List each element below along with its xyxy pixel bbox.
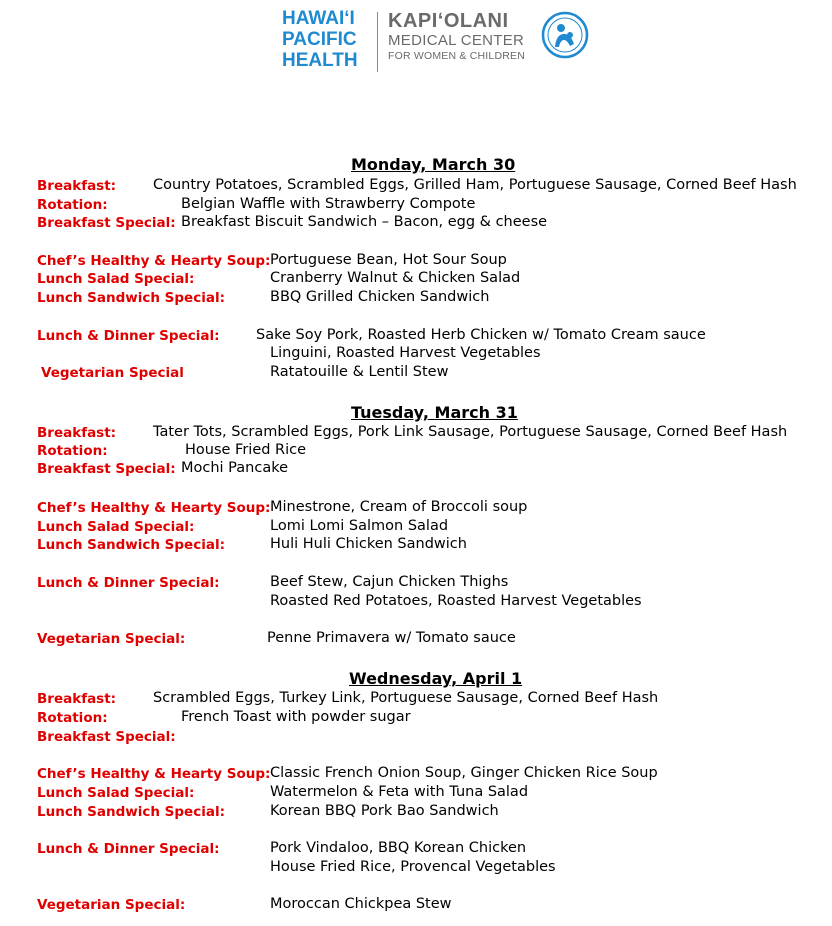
monday-breakfast-value: Country Potatoes, Scrambled Eggs, Grilled Ham, Portuguese Sausage, Corned Beef Hash [153,177,797,193]
tuesday-vegetarian-label: Vegetarian Special: [37,631,186,647]
monday-salad-label: Lunch Salad Special: [37,271,195,287]
monday-lunch-dinner-value-2: Linguini, Roasted Harvest Vegetables [270,345,541,361]
wednesday-sandwich-value: Korean BBQ Pork Bao Sandwich [270,803,499,819]
tuesday-vegetarian-value: Penne Primavera w/ Tomato sauce [267,630,516,646]
tuesday-lunch-dinner-value-2: Roasted Red Potatoes, Roasted Harvest Vegetables [270,593,642,609]
tuesday-sandwich-value: Huli Huli Chicken Sandwich [270,536,467,552]
wednesday-lunch-dinner-value: Pork Vindaloo, BBQ Korean Chicken [270,840,527,856]
wednesday-rotation-value: French Toast with powder sugar [181,709,411,725]
kap-line-3: FOR WOMEN & CHILDREN [388,50,526,62]
tuesday-breakfast-special-label: Breakfast Special: [37,461,176,477]
wednesday-breakfast-special-label: Breakfast Special: [37,729,176,745]
kap-line-2: MEDICAL CENTER [388,32,525,49]
tuesday-lunch-dinner-label: Lunch & Dinner Special: [37,575,220,591]
tuesday-soup-label: Chef’s Healthy & Hearty Soup: [37,500,271,516]
tuesday-breakfast-value: Tater Tots, Scrambled Eggs, Pork Link Sausage, Portuguese Sausage, Corned Beef Hash [153,424,788,440]
wednesday-vegetarian-label: Vegetarian Special: [37,897,186,913]
monday-soup-label: Chef’s Healthy & Hearty Soup: [37,253,271,269]
wednesday-lunch-dinner-label: Lunch & Dinner Special: [37,841,220,857]
monday-breakfast-label: Breakfast: [37,178,117,194]
monday-sandwich-label: Lunch Sandwich Special: [37,290,225,306]
tuesday-rotation-value: House Fried Rice [185,442,307,458]
wednesday-rotation-label: Rotation: [37,710,108,726]
monday-rotation-value: Belgian Waffle with Strawberry Compote [181,196,476,212]
kapiolani-logo-text [388,10,525,63]
tuesday-lunch-dinner-value: Beef Stew, Cajun Chicken Thighs [270,574,509,590]
monday-lunch-dinner-label: Lunch & Dinner Special: [37,328,220,344]
day-title-tuesday: Tuesday, March 31 [351,403,518,422]
tuesday-soup-value: Minestrone, Cream of Broccoli soup [270,499,528,515]
tuesday-breakfast-label: Breakfast: [37,425,117,441]
monday-soup-value: Portuguese Bean, Hot Sour Soup [270,252,507,268]
day-title-monday: Monday, March 30 [351,155,516,174]
wednesday-vegetarian-value: Moroccan Chickpea Stew [270,896,452,912]
wednesday-breakfast-value: Scrambled Eggs, Turkey Link, Portuguese Sausage, Corned Beef Hash [153,690,659,706]
hph-line-2: PACIFIC [282,29,357,50]
tuesday-rotation-label: Rotation: [37,443,108,459]
logo-divider [377,12,378,72]
kap-line-1: KAPIʻOLANI [388,10,509,32]
tuesday-sandwich-label: Lunch Sandwich Special: [37,537,225,553]
monday-rotation-label: Rotation: [37,197,108,213]
wednesday-lunch-dinner-value-2: House Fried Rice, Provencal Vegetables [270,859,556,875]
monday-vegetarian-label: Vegetarian Special [41,365,184,381]
wednesday-sandwich-label: Lunch Sandwich Special: [37,804,225,820]
hph-line-1: HAWAIʻI [282,8,355,29]
wednesday-soup-value: Classic French Onion Soup, Ginger Chicken Rice Soup [270,765,658,781]
monday-breakfast-special-label: Breakfast Special: [37,215,176,231]
tuesday-breakfast-special-value: Mochi Pancake [181,460,289,476]
tuesday-salad-label: Lunch Salad Special: [37,519,195,535]
monday-salad-value: Cranberry Walnut & Chicken Salad [270,270,521,286]
wednesday-breakfast-label: Breakfast: [37,691,117,707]
monday-lunch-dinner-value: Sake Soy Pork, Roasted Herb Chicken w/ Tomato Cream sauce [256,327,706,343]
wednesday-salad-value: Watermelon & Feta with Tuna Salad [270,784,529,800]
monday-vegetarian-value: Ratatouille & Lentil Stew [270,364,449,380]
hph-line-3: HEALTH [282,50,358,71]
wednesday-salad-label: Lunch Salad Special: [37,785,195,801]
day-title-wednesday: Wednesday, April 1 [349,669,523,688]
monday-breakfast-special-value: Breakfast Biscuit Sandwich – Bacon, egg & cheese [181,214,548,230]
monday-sandwich-value: BBQ Grilled Chicken Sandwich [270,289,490,305]
tuesday-salad-value: Lomi Lomi Salmon Salad [270,518,449,534]
wednesday-soup-label: Chef’s Healthy & Hearty Soup: [37,766,271,782]
kapiolani-seal-icon [541,11,589,59]
hph-logo-text [282,8,358,71]
